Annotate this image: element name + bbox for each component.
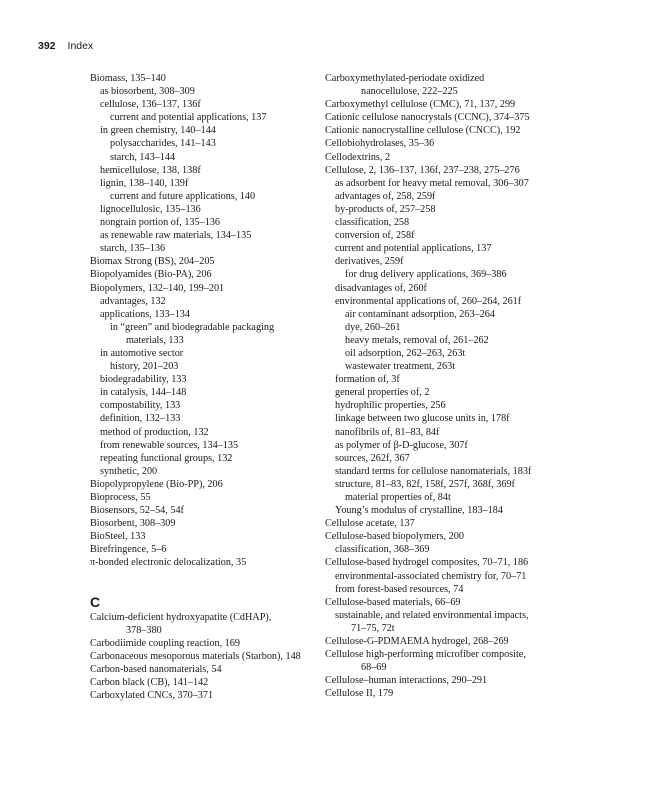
index-entry: lignin, 138–140, 139f <box>100 177 189 189</box>
index-entry: Cationic nanocrystalline cellulose (CNCC), 192 <box>325 125 521 137</box>
section-gap <box>90 570 330 594</box>
header-title: Index <box>67 40 94 52</box>
index-column-left <box>90 72 330 702</box>
index-entry: derivatives, 259f <box>335 256 404 268</box>
index-entry: material properties of, 84t <box>345 492 451 503</box>
index-entry: starch, 135–136 <box>100 243 166 255</box>
index-entry: Cellulose-based biopolymers, 200 <box>325 531 464 543</box>
index-entry: disadvantages of, 260f <box>335 282 427 294</box>
index-entry: advantages of, 258, 259f <box>335 190 436 202</box>
index-entry: advantages, 132 <box>100 295 166 307</box>
index-entry: in “green” and biodegradable packaging <box>110 321 275 333</box>
index-entry: in automotive sector <box>100 347 184 359</box>
index-entry: lignocellulosic, 135–136 <box>100 203 201 215</box>
index-entry: Biopolyamides (Bio-PA), 206 <box>90 269 212 281</box>
index-entry: sustainable, and related environmental impacts, <box>335 609 529 621</box>
index-entry: Carbodiimide coupling reaction, 169 <box>90 637 240 649</box>
index-entry: dye, 260–261 <box>345 321 401 333</box>
index-entry: current and future applications, 140 <box>110 190 256 202</box>
index-entry: BioSteel, 133 <box>90 531 146 543</box>
section-heading: C <box>90 593 101 610</box>
index-entry: from forest-based resources, 74 <box>335 583 464 595</box>
index-entry: compostability, 133 <box>100 400 181 412</box>
index-entry: Biopolymers, 132–140, 199–201 <box>90 282 225 294</box>
index-entry: environmental-associated chemistry for, 70–71 <box>335 570 527 582</box>
index-entry: current and potential applications, 137 <box>335 243 492 255</box>
index-entry: structure, 81–83, 82f, 158f, 257f, 368f, 369f <box>335 478 515 490</box>
index-entry: from renewable sources, 134–135 <box>100 439 239 451</box>
running-header <box>38 40 93 52</box>
index-entry: Biosensors, 52–54, 54f <box>90 505 184 517</box>
index-entry: as renewable raw materials, 134–135 <box>100 230 252 242</box>
index-entry: Birefringence, 5–6 <box>90 544 167 556</box>
index-entry: classification, 368–369 <box>335 544 430 556</box>
index-entry: hemicellulose, 138, 138f <box>100 164 201 176</box>
page-number: 392 <box>38 40 56 52</box>
index-entry: hydrophilic properties, 256 <box>335 400 446 412</box>
index-entry: Biomass, 135–140 <box>90 73 166 84</box>
index-entry: Calcium-deficient hydroxyapatite (CdHAP), <box>90 611 272 623</box>
index-entry: oil adsorption, 262–263, 263t <box>345 347 466 359</box>
index-entry: general properties of, 2 <box>335 387 430 399</box>
index-entry: π-bonded electronic delocalization, 35 <box>90 557 247 569</box>
index-entry: in green chemistry, 140–144 <box>100 125 216 137</box>
index-entry: Cellulose-G-PDMAEMA hydrogel, 268–269 <box>325 636 509 648</box>
index-entry: as adsorbent for heavy metal removal, 306–307 <box>335 177 529 189</box>
index-entry: Cellulose, 2, 136–137, 136f, 237–238, 275–276 <box>325 164 520 176</box>
index-entry: environmental applications of, 260–264, 261f <box>335 295 522 307</box>
index-entry: definition, 132–133 <box>100 413 181 425</box>
index-entry-continuation: nanocellulose, 222–225 <box>361 86 458 98</box>
index-entry: Carbon black (CB), 141–142 <box>90 677 209 689</box>
index-entry: starch, 143–144 <box>110 151 176 163</box>
index-entry: biodegradability, 133 <box>100 374 187 386</box>
index-entry-continuation: materials, 133 <box>126 334 184 346</box>
index-entry: Cellulose-based materials, 66–69 <box>325 596 461 608</box>
index-entry: as biosorbent, 308–309 <box>100 86 195 98</box>
index-entry: Biosorbent, 308–309 <box>90 518 176 530</box>
index-entry: Carbonaceous mesoporous materials (Starbon), 148 <box>90 650 301 662</box>
index-entry: in catalysis, 144–148 <box>100 387 187 399</box>
index-entry: repeating functional groups, 132 <box>100 452 233 464</box>
index-entry: Biomax Strong (BS), 204–205 <box>90 256 215 268</box>
index-entry: for drug delivery applications, 369–386 <box>345 269 507 281</box>
index-entry: Carboxymethylated-periodate oxidized <box>325 73 485 84</box>
index-entry: nanofibrils of, 81–83, 84f <box>335 426 440 438</box>
index-entry: nongrain portion of, 135–136 <box>100 217 220 229</box>
index-entry: by-products of, 257–258 <box>335 203 436 215</box>
index-entry: method of production, 132 <box>100 426 209 438</box>
index-entry: history, 201–203 <box>110 361 179 373</box>
index-entry: Cellodextrins, 2 <box>325 151 391 163</box>
index-entry: Young’s modulus of crystalline, 183–184 <box>335 505 503 517</box>
index-entry: Cellulose-based hydrogel composites, 70–71, 186 <box>325 557 529 569</box>
index-entry: polysaccharides, 141–143 <box>110 138 216 150</box>
index-entry: applications, 133–134 <box>100 308 190 320</box>
index-entry: Cellulose II, 179 <box>325 688 394 700</box>
index-entry: linkage between two glucose units in, 178f <box>335 413 510 425</box>
index-entry: conversion of, 258f <box>335 230 415 242</box>
index-entry: cellulose, 136–137, 136f <box>100 99 201 111</box>
index-entry: air contaminant adsorption, 263–264 <box>345 308 495 320</box>
index-entry: wastewater treatment, 263t <box>345 361 456 373</box>
index-entry-continuation: 71–75, 72t <box>351 622 395 634</box>
index-entry: Cellulose–human interactions, 290–291 <box>325 675 488 687</box>
index-entry-continuation: 378–380 <box>126 624 162 636</box>
index-entry: Cellulose acetate, 137 <box>325 518 415 530</box>
index-entry: as polymer of β-D-glucose, 307f <box>335 439 468 451</box>
index-entry: classification, 258 <box>335 217 410 229</box>
index-entry: Biopolypropylene (Bio-PP), 206 <box>90 478 223 490</box>
index-entry: heavy metals, removal of, 261–262 <box>345 334 489 346</box>
index-entry: Carboxylated CNCs, 370–371 <box>90 690 214 702</box>
index-entry: Cellulose high-performing microfiber composite, <box>325 649 526 661</box>
index-entry-continuation: 68–69 <box>361 662 387 674</box>
index-entry: standard terms for cellulose nanomaterials, 183f <box>335 465 532 477</box>
index-entry: Carbon-based nanomaterials, 54 <box>90 663 222 675</box>
index-entry: Bioprocess, 55 <box>90 492 151 503</box>
index-entry: current and potential applications, 137 <box>110 112 267 124</box>
index-entry: Carboxymethyl cellulose (CMC), 71, 137, 299 <box>325 99 516 111</box>
index-entry: sources, 262f, 367 <box>335 452 410 464</box>
index-entry: Cellobiohydrolases, 35–36 <box>325 138 435 150</box>
index-column-right <box>325 72 575 701</box>
index-entry: Cationic cellulose nanocrystals (CCNC), 374–375 <box>325 112 530 124</box>
index-entry: formation of, 3f <box>335 374 400 386</box>
index-entry: synthetic, 200 <box>100 465 158 477</box>
